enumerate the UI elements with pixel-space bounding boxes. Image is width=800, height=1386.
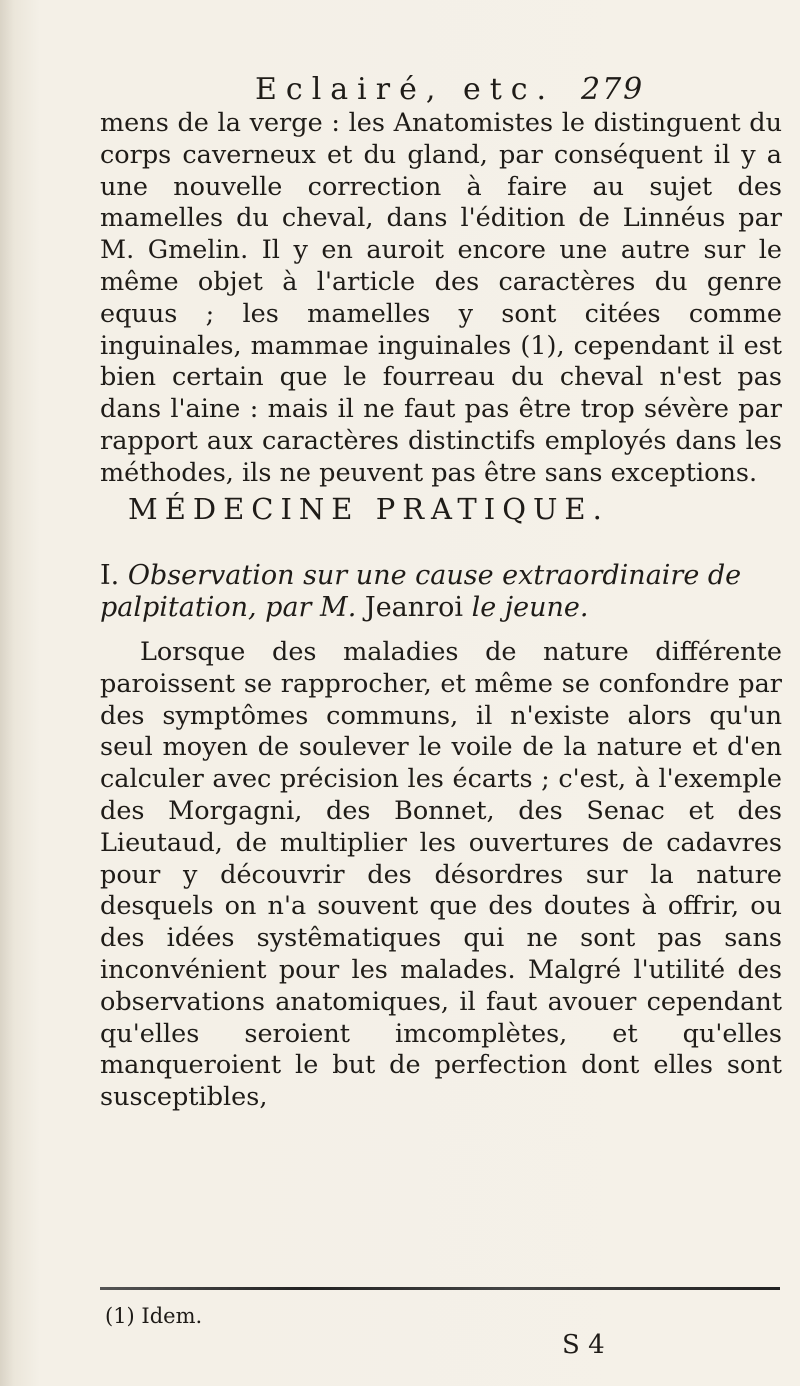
observation-number: I. — [100, 560, 120, 591]
paragraph-observation: Lorsque des maladies de nature différente paroissent se rapprocher, et même se confondre par des symptômes communs, il n'existe alors qu'un seul moyen de soulever le voile de la nature et d'en calculer avec précision les écarts ; c'est, à l'exemple des Morgagni, des Bonnet, des Senac et des Lieutaud, de multiplier les ouvertures de cadavres pour y découvrir des désordres sur la nature desquels on n'a souvent que des doutes à offrir, ou des idées systêmatiques qui ne sont pas sans inconvénient pour les malades. Malgré l'utilité des observations anatomiques, il faut avouer cependant qu'elles seroient imcomplètes, et qu'elles manqueroient le but de perfection dont elles sont susceptibles, — [100, 637, 782, 1113]
running-title: Eclairé, etc. — [255, 72, 556, 107]
observation-author-suffix: le jeune. — [471, 592, 589, 623]
footnote-divider — [100, 1287, 780, 1290]
paragraph-anatomy: mens de la verge : les Anatomistes le distinguent du corps caverneux et du gland, par conséquent il y a une nouvelle correction à faire au sujet des mamelles du cheval, dans l'édition de Linnéus par M. Gmelin. Il y en auroit encore une autre sur le même objet à l'article des caractères du genre equus ; les mamelles y sont citées comme inguinales, mammae inguinales (1), cependant il est bien certain que le fourreau du cheval n'est pas dans l'aine : mais il ne faut pas être trop sévère par rapport aux caractères distinctifs employés dans les méthodes, ils ne peuvent pas être sans exceptions. — [100, 108, 782, 488]
observation-title-text: Observation sur une cause extraordinaire de palpitation, par M. — [100, 560, 742, 623]
observation-author: Jeanroi — [364, 592, 463, 623]
footnote: (1) Idem. — [105, 1304, 203, 1328]
page-number: 279 — [581, 72, 645, 107]
signature-mark: S 4 — [562, 1330, 605, 1360]
running-header — [255, 72, 775, 112]
observation-title — [100, 560, 782, 624]
section-heading: MÉDECINE PRATIQUE. — [128, 492, 609, 526]
